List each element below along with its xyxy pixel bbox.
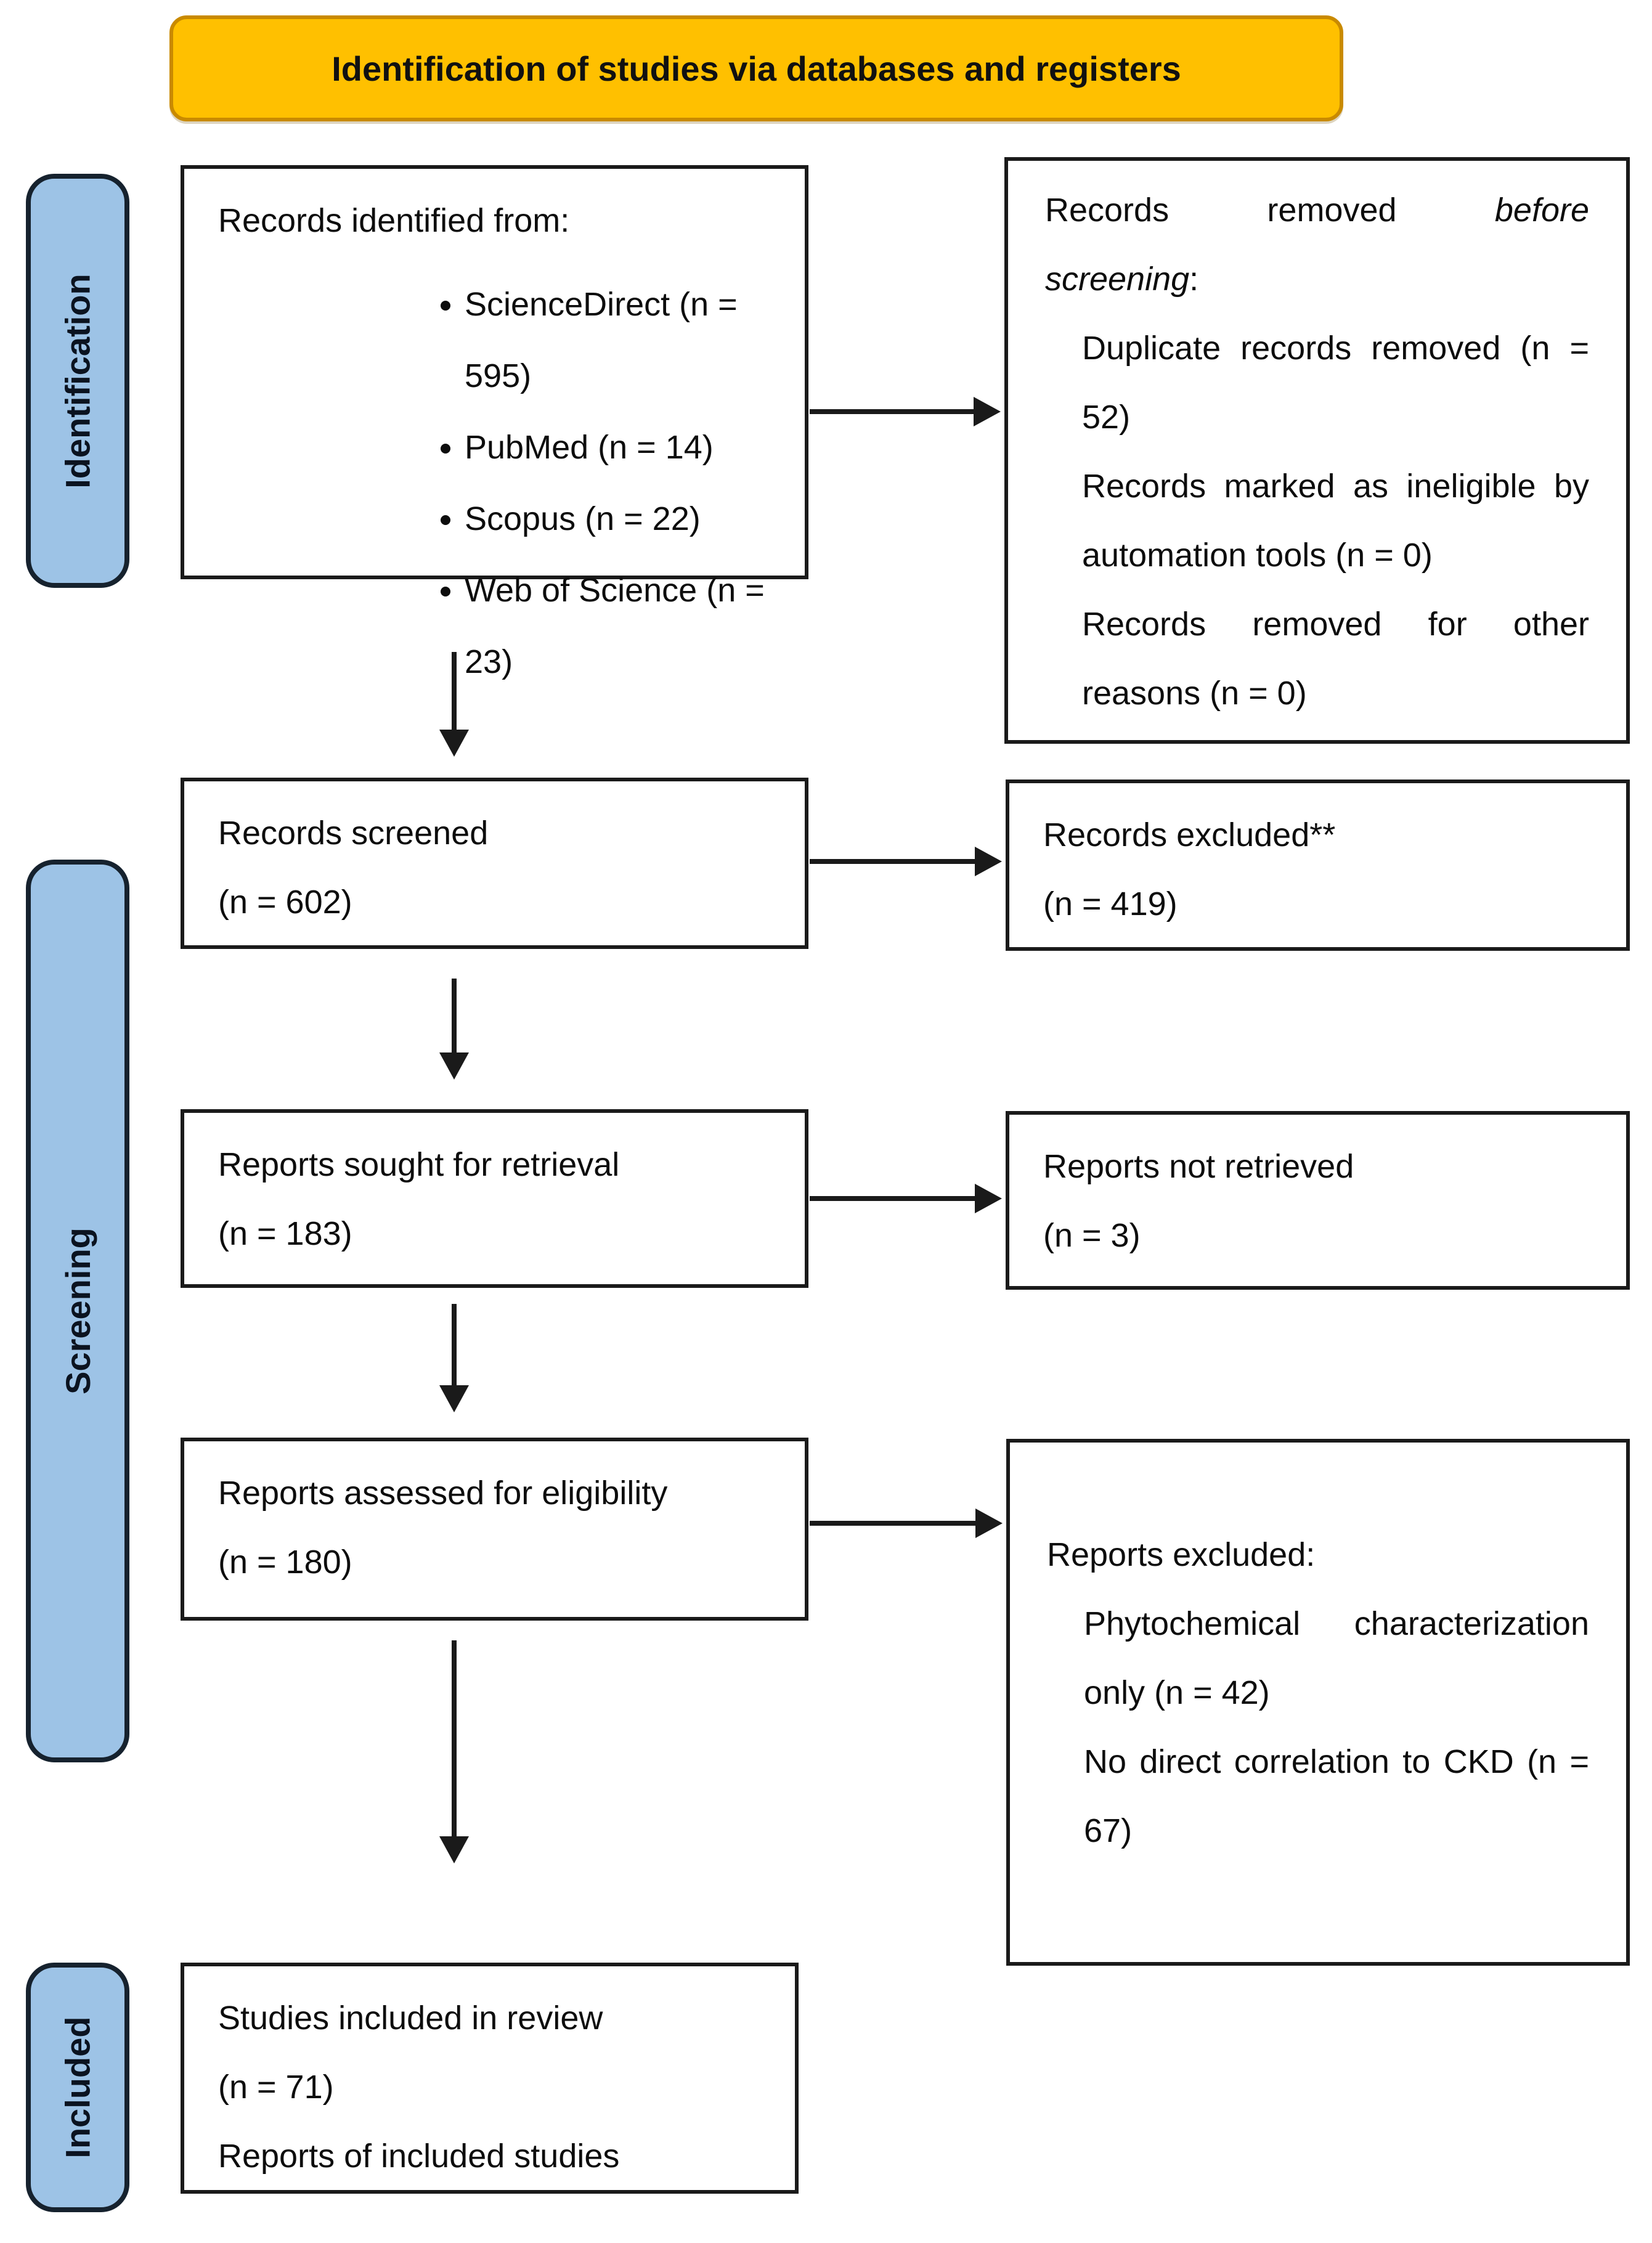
box-studies-included [181,1963,799,2194]
arrow-assessed-to-reports-excluded [810,1521,975,1526]
records-excluded-count: (n = 419) [1043,885,1178,922]
records-removed-prefix: Records removed [1045,192,1495,229]
box-reports-excluded [1006,1439,1630,1966]
source-scopus: • Scopus (n = 22) [465,483,771,555]
reports-sought-count: (n = 183) [218,1215,352,1252]
banner-title: Identification of studies via databases and registers [332,49,1181,88]
reports-excluded-title: Reports excluded: [1047,1536,1316,1573]
reports-assessed-count: (n = 180) [218,1544,352,1581]
reports-not-retrieved-count: (n = 3) [1043,1217,1141,1254]
studies-included-line3: Reports of included studies [218,2138,620,2175]
records-removed-italic-before: before [1494,192,1589,229]
excluded-item-phytochemical: Phytochemical characterization only (n = 42) [1084,1605,1589,1711]
arrow-sought-to-not-retrieved [810,1196,975,1201]
box-reports-not-retrieved [1006,1111,1630,1290]
source-web-of-science: • Web of Science (n = 23) [465,555,771,698]
records-removed-colon: : [1189,261,1199,298]
records-removed-title-line2 [1045,245,1589,314]
records-excluded-label: Records excluded** [1043,816,1336,853]
arrow-screened-to-excluded [810,859,975,864]
stage-included-text: Included [58,2016,97,2159]
records-identified-source-list [218,269,771,698]
box-records-excluded [1006,780,1630,951]
source-sciencedirect: • ScienceDirect (n = 595) [465,269,771,412]
box-records-screened [181,778,808,949]
arrow-sought-to-assessed [452,1304,457,1385]
arrow-assessed-to-included [452,1640,457,1836]
records-removed-title-line1 [1045,176,1589,245]
stage-screening-text: Screening [58,1227,97,1394]
box-reports-assessed [181,1438,808,1621]
records-screened-label: Records screened [218,815,489,852]
stage-identification-text: Identification [58,273,97,489]
arrow-identified-to-removed [810,409,974,414]
stage-label-screening [26,860,129,1762]
studies-included-count: (n = 71) [218,2069,334,2106]
stage-label-identification [26,174,129,588]
removed-item-automation: Records marked as ineligible by automation tools (n = 0) [1082,468,1589,574]
excluded-item-no-correlation: No direct correlation to CKD (n = 67) [1084,1743,1589,1849]
stage-label-included [26,1963,129,2212]
arrow-screened-to-sought [452,979,457,1052]
box-reports-sought [181,1109,808,1288]
records-screened-count: (n = 602) [218,884,352,921]
source-pubmed: • PubMed (n = 14) [465,412,771,483]
arrow-identified-to-screened [452,652,457,730]
removed-item-duplicates: Duplicate records removed (n = 52) [1082,330,1589,436]
removed-item-other-reasons: Records removed for other reasons (n = 0) [1082,606,1589,712]
reports-assessed-label: Reports assessed for eligibility [218,1475,668,1512]
studies-included-line1: Studies included in review [218,2000,603,2037]
reports-sought-label: Reports sought for retrieval [218,1146,620,1183]
reports-not-retrieved-label: Reports not retrieved [1043,1148,1354,1185]
box-records-identified [181,165,808,680]
records-removed-italic-screening: screening [1045,261,1190,298]
banner-identification-via-databases [169,15,1343,121]
records-identified-title: Records identified from: [218,202,570,239]
box-records-removed-before-screening [1004,157,1630,744]
